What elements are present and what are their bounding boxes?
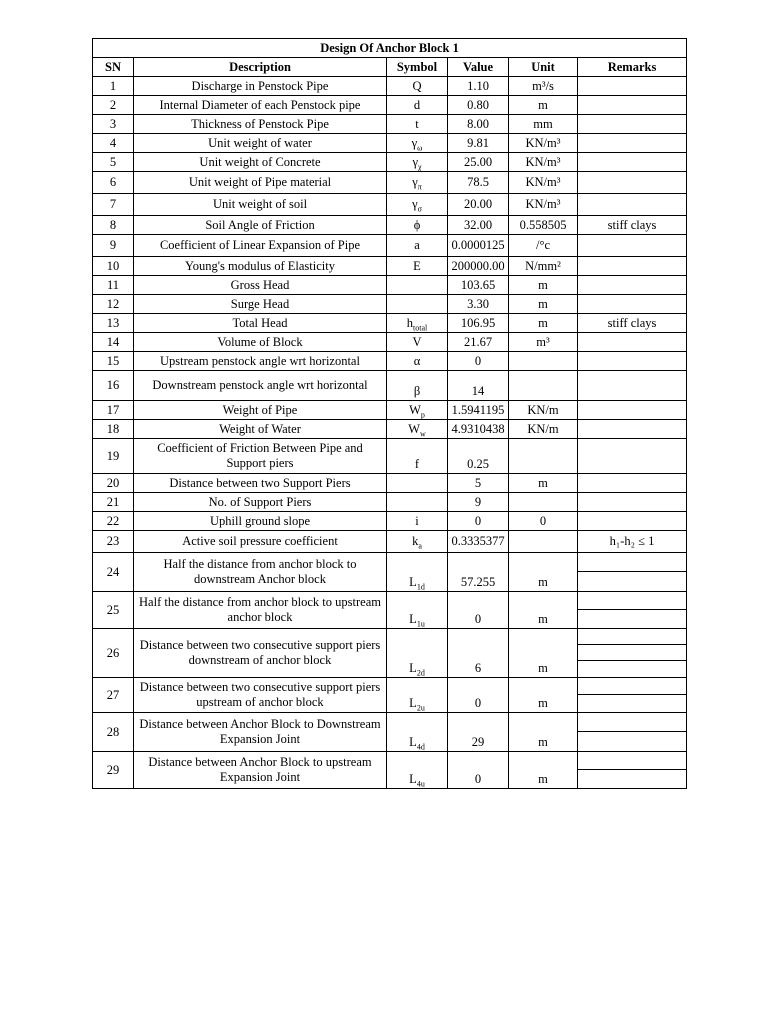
cell-sn: 19 <box>93 439 134 474</box>
table-row <box>93 439 687 474</box>
cell-value: 103.65 <box>448 276 509 295</box>
cell-symbol: $\gamma_\omega$ <box>387 134 448 153</box>
cell-unit: m <box>509 629 578 678</box>
table-row <box>93 512 687 531</box>
header-value: Value <box>448 58 509 77</box>
cell-description: Young's modulus of Elasticity <box>134 257 387 276</box>
cell-sn: 17 <box>93 401 134 420</box>
cell-symbol: $W_w$ <box>387 420 448 439</box>
cell-description: Distance between two consecutive support piers downstream of anchor block <box>134 629 387 678</box>
remarks-subcell <box>578 678 686 695</box>
table-row <box>93 713 687 752</box>
cell-unit: m <box>509 752 578 789</box>
table-row <box>93 194 687 216</box>
cell-value: 21.67 <box>448 333 509 352</box>
cell-sn: 24 <box>93 553 134 592</box>
remarks-subcell <box>578 732 686 751</box>
cell-remarks <box>578 352 687 371</box>
cell-description: Gross Head <box>134 276 387 295</box>
cell-remarks <box>578 420 687 439</box>
anchor-block-sheet <box>92 38 686 789</box>
cell-remarks <box>578 474 687 493</box>
cell-symbol: a <box>387 235 448 257</box>
table-row <box>93 752 687 789</box>
cell-description: Half the distance from anchor block to upstream anchor block <box>134 592 387 629</box>
cell-remarks <box>578 678 687 713</box>
cell-description: Thickness of Penstock Pipe <box>134 115 387 134</box>
cell-description: Internal Diameter of each Penstock pipe <box>134 96 387 115</box>
cell-description: Total Head <box>134 314 387 333</box>
cell-symbol: E <box>387 257 448 276</box>
remarks-subcell <box>578 592 686 610</box>
cell-sn: 15 <box>93 352 134 371</box>
header-sn: SN <box>93 58 134 77</box>
cell-symbol <box>387 276 448 295</box>
cell-sn: 13 <box>93 314 134 333</box>
cell-symbol: f <box>387 439 448 474</box>
table-body <box>93 77 687 789</box>
cell-sn: 20 <box>93 474 134 493</box>
cell-description: Soil Angle of Friction <box>134 216 387 235</box>
cell-description: Weight of Pipe <box>134 401 387 420</box>
cell-remarks <box>578 493 687 512</box>
table-row <box>93 115 687 134</box>
cell-remarks: stiff clays <box>578 314 687 333</box>
table-title: Design Of Anchor Block 1 <box>93 39 687 58</box>
cell-sn: 4 <box>93 134 134 153</box>
cell-symbol: $L_{1d}$ <box>387 553 448 592</box>
cell-sn: 25 <box>93 592 134 629</box>
cell-description: Distance between two Support Piers <box>134 474 387 493</box>
cell-remarks <box>578 172 687 194</box>
cell-sn: 28 <box>93 713 134 752</box>
cell-description: Unit weight of Concrete <box>134 153 387 172</box>
cell-remarks <box>578 235 687 257</box>
cell-description: Coefficient of Friction Between Pipe and Support piers <box>134 439 387 474</box>
cell-value: 32.00 <box>448 216 509 235</box>
cell-sn: 26 <box>93 629 134 678</box>
cell-remarks <box>578 713 687 752</box>
cell-value: 14 <box>448 371 509 401</box>
cell-symbol: $W_p$ <box>387 401 448 420</box>
cell-remarks <box>578 77 687 96</box>
cell-value: 57.255 <box>448 553 509 592</box>
cell-value: 0.3335377 <box>448 531 509 553</box>
cell-remarks <box>578 115 687 134</box>
cell-description: Surge Head <box>134 295 387 314</box>
cell-value: 0 <box>448 352 509 371</box>
cell-remarks <box>578 295 687 314</box>
table-row <box>93 153 687 172</box>
cell-unit: N/mm² <box>509 257 578 276</box>
cell-value: 0.80 <box>448 96 509 115</box>
table-row <box>93 531 687 553</box>
table-row <box>93 474 687 493</box>
cell-unit: m³/s <box>509 77 578 96</box>
cell-description: Active soil pressure coefficient <box>134 531 387 553</box>
cell-remarks <box>578 553 687 592</box>
cell-description: Unit weight of Pipe material <box>134 172 387 194</box>
cell-unit <box>509 352 578 371</box>
cell-remarks <box>578 134 687 153</box>
cell-remarks <box>578 276 687 295</box>
cell-description: No. of Support Piers <box>134 493 387 512</box>
cell-sn: 7 <box>93 194 134 216</box>
cell-value: 1.10 <box>448 77 509 96</box>
cell-value: 0 <box>448 678 509 713</box>
cell-value: 9 <box>448 493 509 512</box>
cell-description: Volume of Block <box>134 333 387 352</box>
cell-unit: m <box>509 96 578 115</box>
cell-value: 5 <box>448 474 509 493</box>
cell-unit: m <box>509 553 578 592</box>
cell-value: 6 <box>448 629 509 678</box>
cell-remarks: h₁-h₂ ≤ 1 <box>578 531 687 553</box>
cell-sn: 18 <box>93 420 134 439</box>
cell-sn: 10 <box>93 257 134 276</box>
cell-unit <box>509 531 578 553</box>
cell-value: 9.81 <box>448 134 509 153</box>
cell-sn: 3 <box>93 115 134 134</box>
remarks-subcell <box>578 629 686 645</box>
cell-sn: 14 <box>93 333 134 352</box>
remarks-subcell <box>578 610 686 628</box>
cell-value: 0.25 <box>448 439 509 474</box>
table-row <box>93 134 687 153</box>
cell-unit: KN/m <box>509 401 578 420</box>
cell-symbol: $h_{total}$ <box>387 314 448 333</box>
table-row <box>93 592 687 629</box>
cell-remarks <box>578 592 687 629</box>
cell-sn: 8 <box>93 216 134 235</box>
cell-value: 0 <box>448 512 509 531</box>
cell-sn: 12 <box>93 295 134 314</box>
header-remarks: Remarks <box>578 58 687 77</box>
cell-symbol: $\gamma_\chi$ <box>387 153 448 172</box>
cell-sn: 23 <box>93 531 134 553</box>
table-row <box>93 295 687 314</box>
cell-symbol: $L_{1u}$ <box>387 592 448 629</box>
cell-symbol <box>387 493 448 512</box>
remarks-subcell <box>578 695 686 712</box>
cell-value: 200000.00 <box>448 257 509 276</box>
cell-value: 1.5941195 <box>448 401 509 420</box>
cell-description: Downstream penstock angle wrt horizontal <box>134 371 387 401</box>
cell-value: 4.9310438 <box>448 420 509 439</box>
cell-value: 20.00 <box>448 194 509 216</box>
remarks-subcell <box>578 770 686 788</box>
cell-description: Upstream penstock angle wrt horizontal <box>134 352 387 371</box>
table-row <box>93 352 687 371</box>
cell-symbol: $\gamma_\pi$ <box>387 172 448 194</box>
cell-remarks <box>578 153 687 172</box>
cell-sn: 6 <box>93 172 134 194</box>
cell-symbol: β <box>387 371 448 401</box>
cell-value: 0.0000125 <box>448 235 509 257</box>
cell-remarks <box>578 439 687 474</box>
cell-remarks <box>578 371 687 401</box>
cell-description: Coefficient of Linear Expansion of Pipe <box>134 235 387 257</box>
cell-unit: m <box>509 474 578 493</box>
remarks-subcell <box>578 713 686 732</box>
table-row <box>93 333 687 352</box>
cell-unit: m <box>509 713 578 752</box>
cell-unit: KN/m³ <box>509 172 578 194</box>
cell-symbol: t <box>387 115 448 134</box>
cell-symbol: $L_{4u}$ <box>387 752 448 789</box>
cell-remarks <box>578 333 687 352</box>
cell-unit: mm <box>509 115 578 134</box>
cell-value: 25.00 <box>448 153 509 172</box>
cell-sn: 27 <box>93 678 134 713</box>
cell-remarks: stiff clays <box>578 216 687 235</box>
cell-remarks <box>578 752 687 789</box>
cell-unit: 0.558505 <box>509 216 578 235</box>
cell-sn: 11 <box>93 276 134 295</box>
cell-symbol: ϕ <box>387 216 448 235</box>
cell-remarks <box>578 96 687 115</box>
cell-symbol <box>387 295 448 314</box>
cell-remarks <box>578 401 687 420</box>
cell-sn: 21 <box>93 493 134 512</box>
header-unit: Unit <box>509 58 578 77</box>
cell-description: Unit weight of water <box>134 134 387 153</box>
cell-unit: 0 <box>509 512 578 531</box>
cell-symbol: $k_a$ <box>387 531 448 553</box>
cell-value: 0 <box>448 592 509 629</box>
cell-value: 29 <box>448 713 509 752</box>
cell-unit: m <box>509 592 578 629</box>
cell-symbol: V <box>387 333 448 352</box>
remarks-subcell <box>578 572 686 591</box>
table-row <box>93 172 687 194</box>
cell-symbol: $\gamma_\sigma$ <box>387 194 448 216</box>
header-symbol: Symbol <box>387 58 448 77</box>
cell-sn: 29 <box>93 752 134 789</box>
cell-remarks <box>578 194 687 216</box>
cell-sn: 1 <box>93 77 134 96</box>
cell-sn: 2 <box>93 96 134 115</box>
cell-unit: m <box>509 678 578 713</box>
design-table <box>92 38 687 789</box>
cell-sn: 16 <box>93 371 134 401</box>
cell-symbol: α <box>387 352 448 371</box>
cell-unit: KN/m³ <box>509 153 578 172</box>
cell-sn: 9 <box>93 235 134 257</box>
header-row <box>93 58 687 77</box>
cell-remarks <box>578 629 687 678</box>
remarks-subcell <box>578 645 686 661</box>
table-row <box>93 314 687 333</box>
table-row <box>93 420 687 439</box>
cell-symbol: $L_{2d}$ <box>387 629 448 678</box>
cell-value: 8.00 <box>448 115 509 134</box>
table-row <box>93 678 687 713</box>
cell-value: 106.95 <box>448 314 509 333</box>
remarks-subcell <box>578 661 686 677</box>
cell-remarks <box>578 512 687 531</box>
cell-symbol: $L_{2u}$ <box>387 678 448 713</box>
cell-sn: 22 <box>93 512 134 531</box>
cell-description: Distance between two consecutive support piers upstream of anchor block <box>134 678 387 713</box>
cell-unit: KN/m³ <box>509 134 578 153</box>
table-row <box>93 96 687 115</box>
cell-unit: m <box>509 276 578 295</box>
cell-unit: /°c <box>509 235 578 257</box>
table-row <box>93 216 687 235</box>
table-row <box>93 401 687 420</box>
cell-description: Half the distance from anchor block to downstream Anchor block <box>134 553 387 592</box>
cell-value: 3.30 <box>448 295 509 314</box>
cell-unit: KN/m <box>509 420 578 439</box>
cell-unit <box>509 371 578 401</box>
cell-unit: m <box>509 295 578 314</box>
cell-unit: m <box>509 314 578 333</box>
cell-value: 0 <box>448 752 509 789</box>
cell-symbol <box>387 474 448 493</box>
cell-symbol: d <box>387 96 448 115</box>
cell-description: Weight of Water <box>134 420 387 439</box>
cell-symbol: $L_{4d}$ <box>387 713 448 752</box>
cell-description: Distance between Anchor Block to Downstream Expansion Joint <box>134 713 387 752</box>
remarks-subcell <box>578 752 686 770</box>
cell-description: Uphill ground slope <box>134 512 387 531</box>
table-row <box>93 553 687 592</box>
header-description: Description <box>134 58 387 77</box>
cell-unit <box>509 493 578 512</box>
cell-unit: KN/m³ <box>509 194 578 216</box>
table-row <box>93 629 687 678</box>
table-row <box>93 493 687 512</box>
table-row <box>93 257 687 276</box>
cell-description: Distance between Anchor Block to upstream Expansion Joint <box>134 752 387 789</box>
cell-value: 78.5 <box>448 172 509 194</box>
cell-sn: 5 <box>93 153 134 172</box>
cell-unit: m³ <box>509 333 578 352</box>
table-row <box>93 276 687 295</box>
table-row <box>93 371 687 401</box>
cell-description: Unit weight of soil <box>134 194 387 216</box>
table-row <box>93 77 687 96</box>
remarks-subcell <box>578 553 686 572</box>
cell-description: Discharge in Penstock Pipe <box>134 77 387 96</box>
cell-unit <box>509 439 578 474</box>
cell-remarks <box>578 257 687 276</box>
table-row <box>93 235 687 257</box>
cell-symbol: i <box>387 512 448 531</box>
cell-symbol: Q <box>387 77 448 96</box>
